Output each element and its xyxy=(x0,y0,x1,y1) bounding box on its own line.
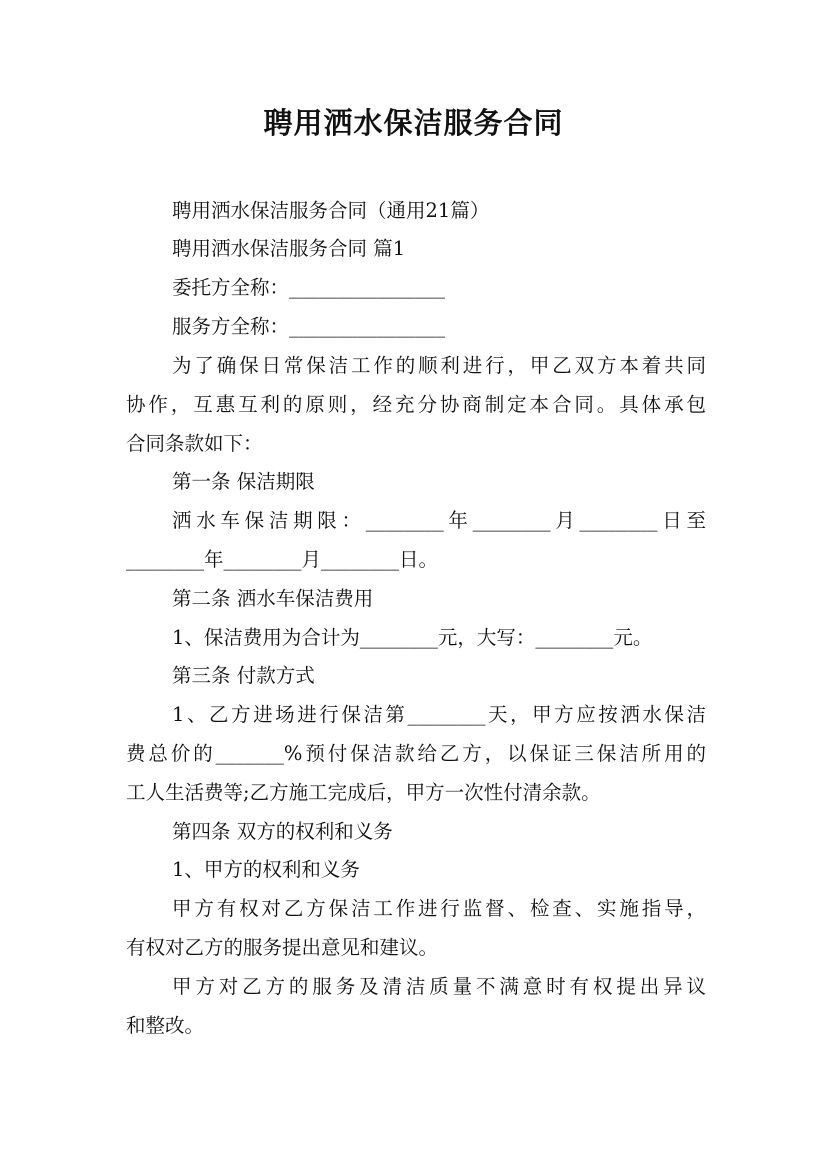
paragraph-line: 费总价的_______%预付保洁款给乙方，以保证三保洁所用的 xyxy=(126,742,706,765)
document-title: 聘用洒水保洁服务合同 xyxy=(263,106,564,140)
subtitle-line: 聘用洒水保洁服务合同（通用21篇） xyxy=(172,199,490,222)
section-heading: 1、甲方的权利和义务 xyxy=(172,858,360,881)
provider-name-line: 服务方全称：________________ xyxy=(172,315,446,338)
article-heading: 第一条 保洁期限 xyxy=(172,470,315,493)
paragraph-line: 有权对乙方的服务提出意见和建议。 xyxy=(126,936,439,959)
paragraph-line: 洒水车保洁期限：________年________月________日至 xyxy=(172,509,706,532)
client-name-line: 委托方全称：________________ xyxy=(172,276,446,299)
chapter-heading: 聘用洒水保洁服务合同 篇1 xyxy=(172,237,406,260)
paragraph-line: ________年________月________日。 xyxy=(126,548,439,571)
article-heading: 第二条 洒水车保洁费用 xyxy=(172,587,374,610)
paragraph-line: 为了确保日常保洁工作的顺利进行，甲乙双方本着共同 xyxy=(172,354,706,377)
paragraph-line: 甲方有权对乙方保洁工作进行监督、检查、实施指导， xyxy=(172,897,706,920)
paragraph-line: 甲方对乙方的服务及清洁质量不满意时有权提出异议 xyxy=(172,975,706,998)
paragraph-line: 工人生活费等;乙方施工完成后，甲方一次性付清余款。 xyxy=(126,781,601,804)
paragraph-line: 合同条款如下： xyxy=(126,432,263,455)
article-heading: 第四条 双方的权利和义务 xyxy=(172,820,393,843)
paragraph-line: 1、乙方进场进行保洁第________天，甲方应按洒水保洁 xyxy=(172,703,706,726)
paragraph-line: 协作，互惠互利的原则，经充分协商制定本合同。具体承包 xyxy=(126,393,706,416)
paragraph-line: 1、保洁费用为合计为________元，大写：________元。 xyxy=(172,626,653,649)
paragraph-line: 和整改。 xyxy=(126,1014,205,1037)
article-heading: 第三条 付款方式 xyxy=(172,664,315,687)
